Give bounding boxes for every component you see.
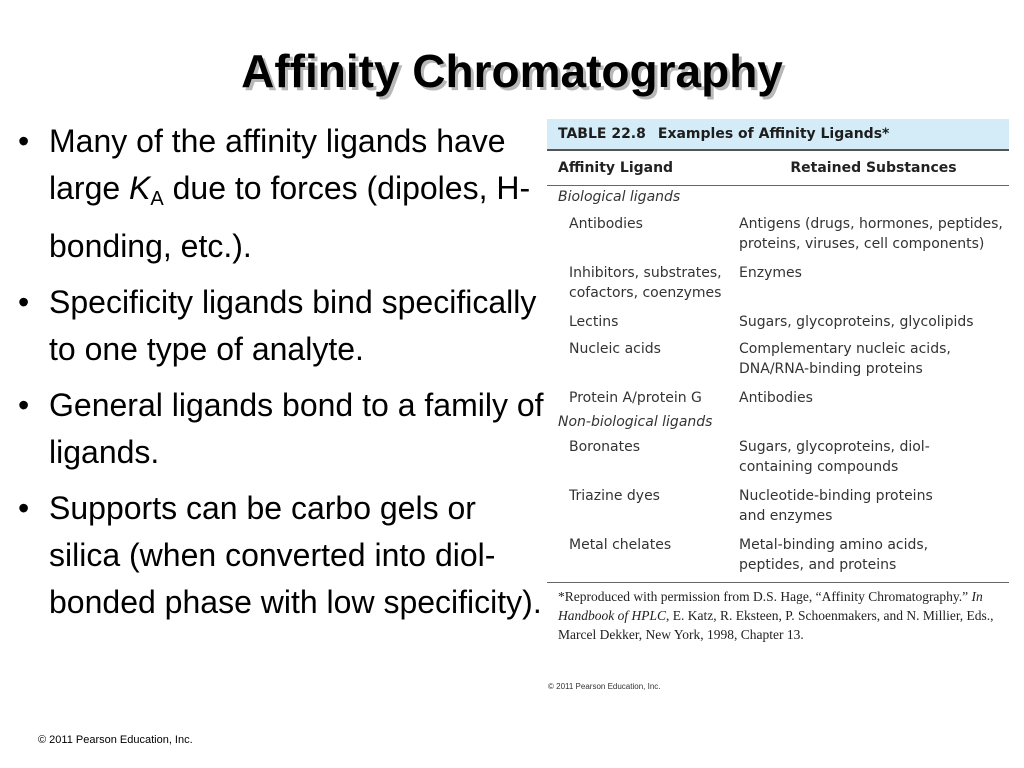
table-title: Examples of Affinity Ligands* [657, 126, 890, 142]
table-body [547, 186, 1009, 575]
col-header-substances: Retained Substances [790, 160, 957, 176]
table-row [547, 214, 1009, 254]
ligand-cell: Nucleic acids [569, 341, 661, 357]
table-row [547, 263, 1009, 303]
bullet-item [14, 118, 544, 270]
substance-cell: Antigens (drugs, hormones, peptides, proteins, viruses, cell components) [739, 216, 1003, 252]
bullet-list [14, 118, 544, 635]
substance-cell: Enzymes [739, 265, 802, 281]
bullet-text: Many of the affinity ligands have large [49, 123, 506, 206]
bullet-item [14, 382, 544, 476]
ligand-cell: Lectins [569, 314, 619, 330]
col-header-ligand: Affinity Ligand [558, 160, 674, 176]
table-row [547, 437, 1009, 477]
table-row [547, 312, 1009, 332]
table-copyright: © 2011 Pearson Education, Inc. [548, 682, 661, 691]
table-caption [547, 119, 1009, 149]
slide-title: Affinity Chromatography [241, 45, 783, 97]
table-row [547, 535, 1009, 575]
table-header-row [547, 151, 1009, 185]
ligand-cell: Inhibitors, substrates, cofactors, coenzymes [569, 265, 722, 301]
bullet-item [14, 279, 544, 373]
k-subscript: A [150, 188, 164, 210]
ligand-table [547, 119, 1009, 644]
ligand-cell: Triazine dyes [569, 488, 660, 504]
table-number: TABLE 22.8 [558, 126, 646, 142]
ligand-cell: Boronates [569, 439, 641, 455]
ligand-cell: Antibodies [569, 216, 643, 232]
group-label-nonbiological: Non-biological ligands [558, 414, 713, 430]
substance-cell: Metal-binding amino acids, peptides, and proteins [739, 537, 929, 573]
table-row [547, 388, 1009, 408]
bullet-item [14, 485, 544, 626]
substance-cell: Complementary nucleic acids, DNA/RNA-binding proteins [739, 341, 951, 377]
table-footnote: *Reproduced with permission from D.S. Hage, “Affinity Chromatography.” In Handbook of HPLC, E. Katz, R. Eksteen, P. Schoenmakers, and N. Millier, Eds., Marcel Dekker, New York, 1998, Chapter 13. [558, 589, 994, 642]
substance-cell: Nucleotide-binding proteins and enzymes [739, 488, 933, 524]
bullet-text: Specificity ligands bind specifically to one type of analyte. [49, 284, 537, 367]
bullet-text: due to forces (dipoles, H-bonding, etc.). [49, 170, 531, 264]
substance-cell: Antibodies [739, 390, 813, 406]
slide-copyright: © 2011 Pearson Education, Inc. [38, 734, 193, 746]
table-row [547, 486, 1009, 526]
bullet-text: General ligands bond to a family of ligands. [49, 387, 544, 470]
group-label-biological: Biological ligands [558, 189, 681, 205]
table-row [547, 339, 1009, 379]
k-symbol: K [129, 170, 151, 206]
ligand-cell: Protein A/protein G [569, 390, 702, 406]
ligand-cell: Metal chelates [569, 537, 672, 553]
substance-cell: Sugars, glycoproteins, glycolipids [739, 314, 974, 330]
substance-cell: Sugars, glycoproteins, diol- containing compounds [739, 439, 930, 475]
bullet-text: Supports can be carbo gels or silica (when converted into diol-bonded phase with low specificity). [49, 490, 542, 620]
